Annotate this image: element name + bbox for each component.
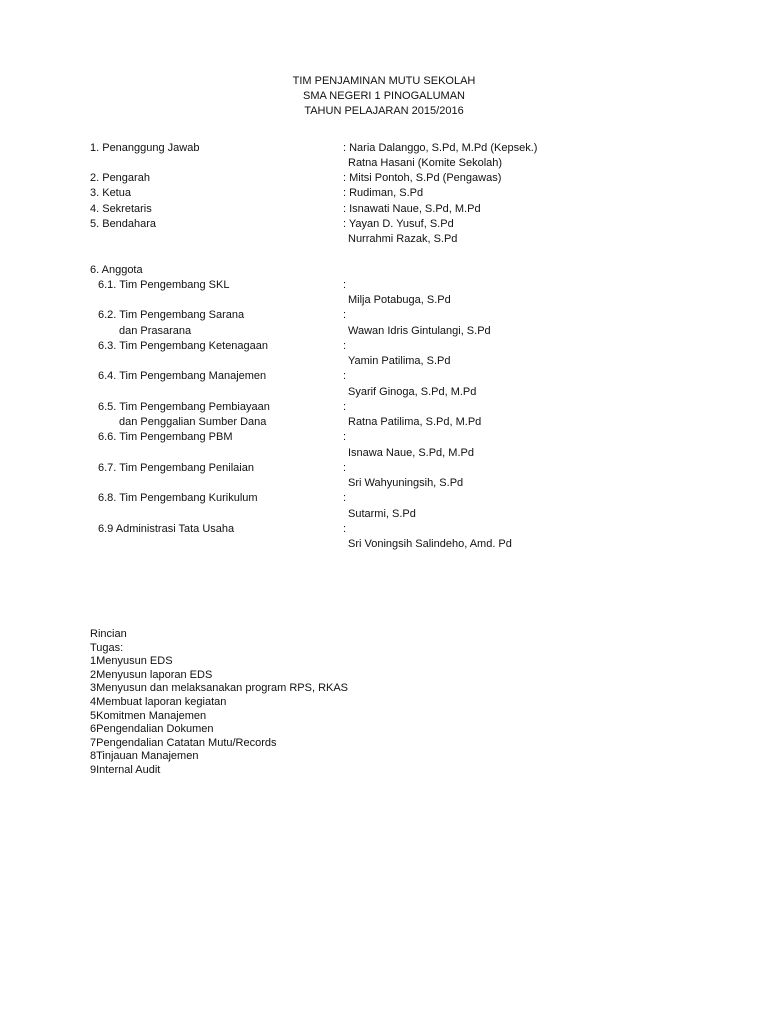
member-name-6-9: Sri Voningsih Salindeho, Amd. Pd bbox=[348, 538, 512, 550]
title-line-2: SMA NEGERI 1 PINOGALUMAN bbox=[303, 90, 465, 102]
member-name-6-3: Yamin Patilima, S.Pd bbox=[348, 355, 451, 367]
member-colon-6-5: : bbox=[343, 401, 347, 413]
member-label-6-9: 6.9 Administrasi Tata Usaha bbox=[98, 523, 235, 535]
member-colon-6-6: : bbox=[343, 431, 347, 443]
member-label-6-5-cont: dan Penggalian Sumber Dana bbox=[119, 416, 267, 428]
member-name-6-1: Milja Potabuga, S.Pd bbox=[348, 294, 451, 306]
member-colon-6-3: : bbox=[343, 340, 347, 352]
member-name-6-6: Isnawa Naue, S.Pd, M.Pd bbox=[348, 447, 474, 459]
task-item: 4Membuat laporan kegiatan bbox=[90, 695, 227, 708]
member-colon-6-2: : bbox=[343, 309, 347, 321]
task-item: 3Menyusun dan melaksanakan program RPS, RKAS bbox=[90, 682, 349, 695]
role-value-ketua: : Rudiman, S.Pd bbox=[343, 187, 424, 199]
member-label-6-4: 6.4. Tim Pengembang Manajemen bbox=[98, 370, 267, 382]
role-value-pengarah: : Mitsi Pontoh, S.Pd (Pengawas) bbox=[343, 172, 502, 184]
member-colon-6-8: : bbox=[343, 492, 347, 504]
role-value-bendahara-2: Nurrahmi Razak, S.Pd bbox=[348, 233, 458, 245]
member-label-6-5: 6.5. Tim Pengembang Pembiayaan bbox=[98, 401, 270, 413]
member-colon-6-4: : bbox=[343, 370, 347, 382]
tugas-heading: Tugas: bbox=[90, 641, 124, 654]
member-label-6-1: 6.1. Tim Pengembang SKL bbox=[98, 279, 230, 291]
rincian-heading: Rincian bbox=[90, 628, 127, 640]
document-title bbox=[0, 74, 768, 119]
task-item: 5Komitmen Manajemen bbox=[90, 709, 207, 722]
member-label-6-8: 6.8. Tim Pengembang Kurikulum bbox=[98, 492, 258, 504]
task-item: 6Pengendalian Dokumen bbox=[90, 723, 214, 736]
member-colon-6-9: : bbox=[343, 523, 347, 535]
member-label-6-7: 6.7. Tim Pengembang Penilaian bbox=[98, 462, 254, 474]
member-name-6-4: Syarif Ginoga, S.Pd, M.Pd bbox=[348, 386, 477, 398]
member-name-6-7: Sri Wahyuningsih, S.Pd bbox=[348, 477, 464, 489]
member-label-6-2: 6.2. Tim Pengembang Sarana bbox=[98, 309, 245, 321]
role-value-sekretaris: : Isnawati Naue, S.Pd, M.Pd bbox=[343, 203, 481, 215]
task-item: 9Internal Audit bbox=[90, 763, 161, 776]
role-label-penanggung-jawab: 1. Penanggung Jawab bbox=[90, 142, 200, 154]
role-value-penanggung-jawab: : Naria Dalanggo, S.Pd, M.Pd (Kepsek.) bbox=[343, 142, 538, 154]
member-label-6-3: 6.3. Tim Pengembang Ketenagaan bbox=[98, 340, 269, 352]
role-value-bendahara: : Yayan D. Yusuf, S.Pd bbox=[343, 218, 454, 230]
task-item: 2Menyusun laporan EDS bbox=[90, 668, 213, 681]
member-label-6-6: 6.6. Tim Pengembang PBM bbox=[98, 431, 233, 443]
task-item: 1Menyusun EDS bbox=[90, 655, 173, 668]
task-list bbox=[90, 628, 348, 778]
task-item: 8Tinjauan Manajemen bbox=[90, 750, 199, 763]
role-label-bendahara: 5. Bendahara bbox=[90, 218, 157, 230]
role-label-ketua: 3. Ketua bbox=[90, 187, 131, 199]
member-name-6-8: Sutarmi, S.Pd bbox=[348, 508, 416, 520]
anggota-heading: 6. Anggota bbox=[90, 264, 143, 276]
role-label-sekretaris: 4. Sekretaris bbox=[90, 203, 152, 215]
title-line-3: TAHUN PELAJARAN 2015/2016 bbox=[304, 105, 464, 117]
title-line-1: TIM PENJAMINAN MUTU SEKOLAH bbox=[292, 75, 476, 87]
member-colon-6-7: : bbox=[343, 462, 347, 474]
member-name-6-2: Wawan Idris Gintulangi, S.Pd bbox=[348, 325, 491, 337]
task-item: 7Pengendalian Catatan Mutu/Records bbox=[90, 736, 277, 749]
member-name-6-5: Ratna Patilima, S.Pd, M.Pd bbox=[348, 416, 482, 428]
role-label-pengarah: 2. Pengarah bbox=[90, 172, 150, 184]
member-colon-6-1: : bbox=[343, 279, 347, 291]
role-value-penanggung-jawab-2: Ratna Hasani (Komite Sekolah) bbox=[348, 157, 503, 169]
member-label-6-2-cont: dan Prasarana bbox=[119, 325, 192, 337]
